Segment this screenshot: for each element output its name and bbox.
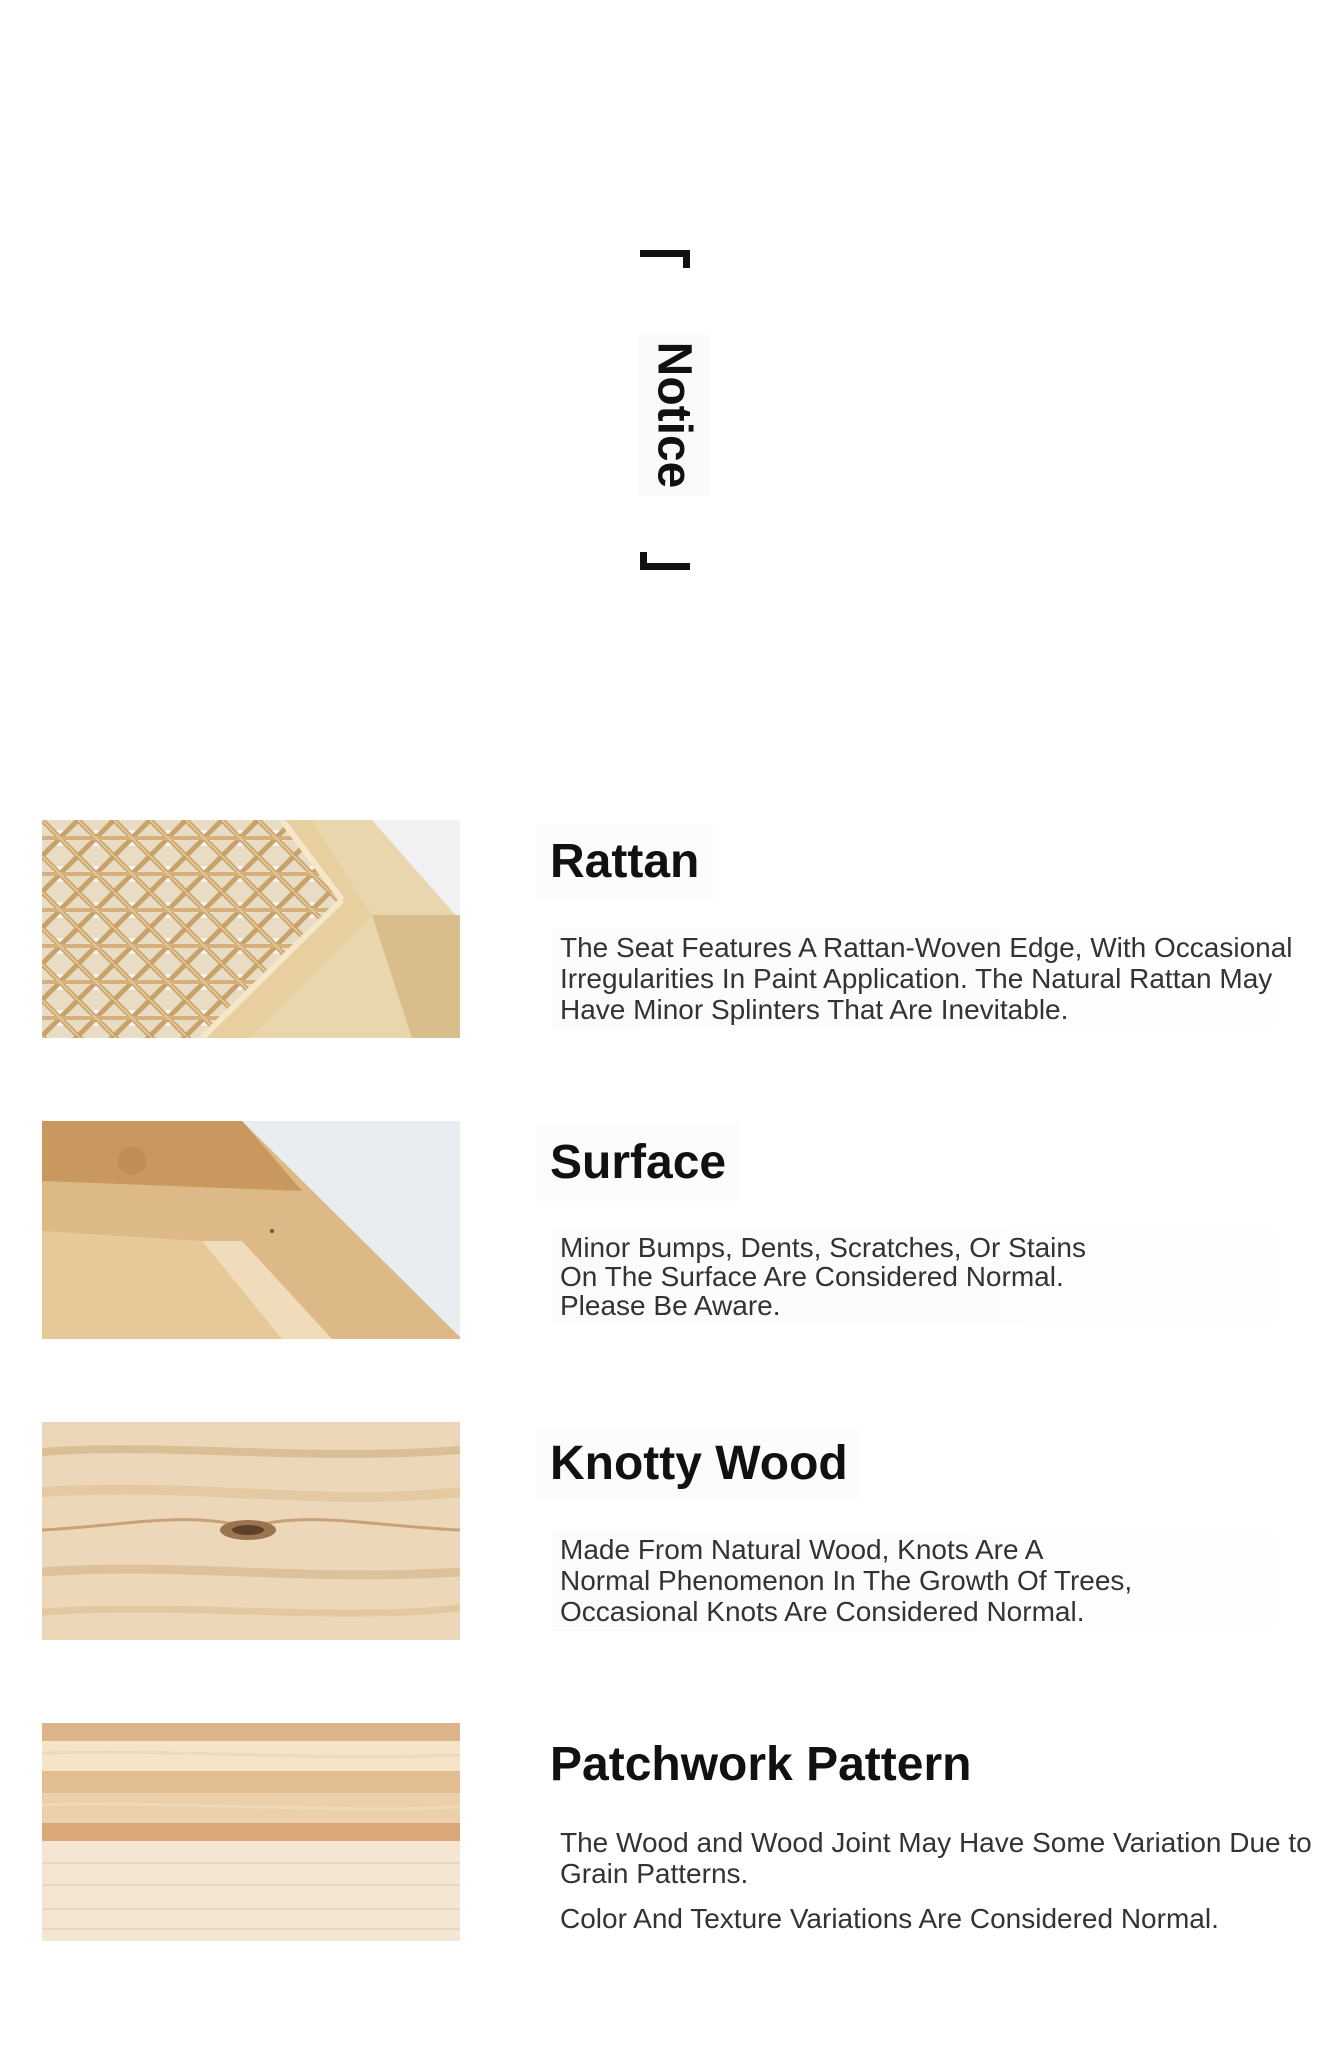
corner-bracket-top bbox=[640, 250, 690, 268]
description-line: Made From Natural Wood, Knots Are A bbox=[560, 1534, 1044, 1565]
description-line: Occasional Knots Are Considered Normal. bbox=[560, 1596, 1085, 1627]
notice-item-rattan bbox=[0, 820, 1322, 1038]
description-line: Irregularities In Paint Application. The Natural Rattan May bbox=[560, 963, 1273, 994]
item-title: Rattan bbox=[550, 835, 700, 888]
description-line: Grain Patterns. bbox=[560, 1858, 749, 1889]
notice-header bbox=[610, 240, 720, 580]
item-description bbox=[552, 928, 1322, 1029]
patchwork-photo bbox=[42, 1723, 460, 1941]
rattan-photo bbox=[42, 820, 460, 1038]
item-description bbox=[552, 1229, 1322, 1324]
knotty-wood-title-box bbox=[536, 1426, 862, 1502]
corner-bracket-bottom bbox=[640, 552, 690, 570]
description-line: Please Be Aware. bbox=[560, 1290, 781, 1321]
knotty-wood-photo bbox=[42, 1422, 460, 1640]
notice-item-patchwork-pattern bbox=[0, 1723, 1322, 1941]
notice-label: Notice bbox=[647, 341, 701, 489]
description-line: Normal Phenomenon In The Growth Of Trees, bbox=[560, 1565, 1133, 1596]
item-title: Surface bbox=[550, 1136, 727, 1189]
item-title: Patchwork Pattern bbox=[550, 1738, 972, 1791]
surface-photo bbox=[42, 1121, 460, 1339]
item-description bbox=[552, 1823, 1322, 1938]
patchwork-title-box bbox=[536, 1727, 985, 1803]
notice-label-box bbox=[638, 335, 710, 495]
surface-title-box bbox=[536, 1125, 740, 1201]
description-line: The Wood and Wood Joint May Have Some Variation Due to bbox=[560, 1827, 1312, 1858]
description-line: The Seat Features A Rattan-Woven Edge, With Occasional bbox=[560, 932, 1293, 963]
description-line: Color And Texture Variations Are Considered Normal. bbox=[560, 1903, 1219, 1934]
notice-item-surface bbox=[0, 1121, 1322, 1339]
item-title: Knotty Wood bbox=[550, 1437, 848, 1490]
rattan-title-box bbox=[536, 824, 713, 900]
notice-item-knotty-wood bbox=[0, 1422, 1322, 1640]
description-line: Have Minor Splinters That Are Inevitable. bbox=[560, 994, 1069, 1025]
item-description bbox=[552, 1530, 1322, 1631]
description-line: Minor Bumps, Dents, Scratches, Or Stains bbox=[560, 1232, 1086, 1263]
description-line: On The Surface Are Considered Normal. bbox=[560, 1261, 1064, 1292]
